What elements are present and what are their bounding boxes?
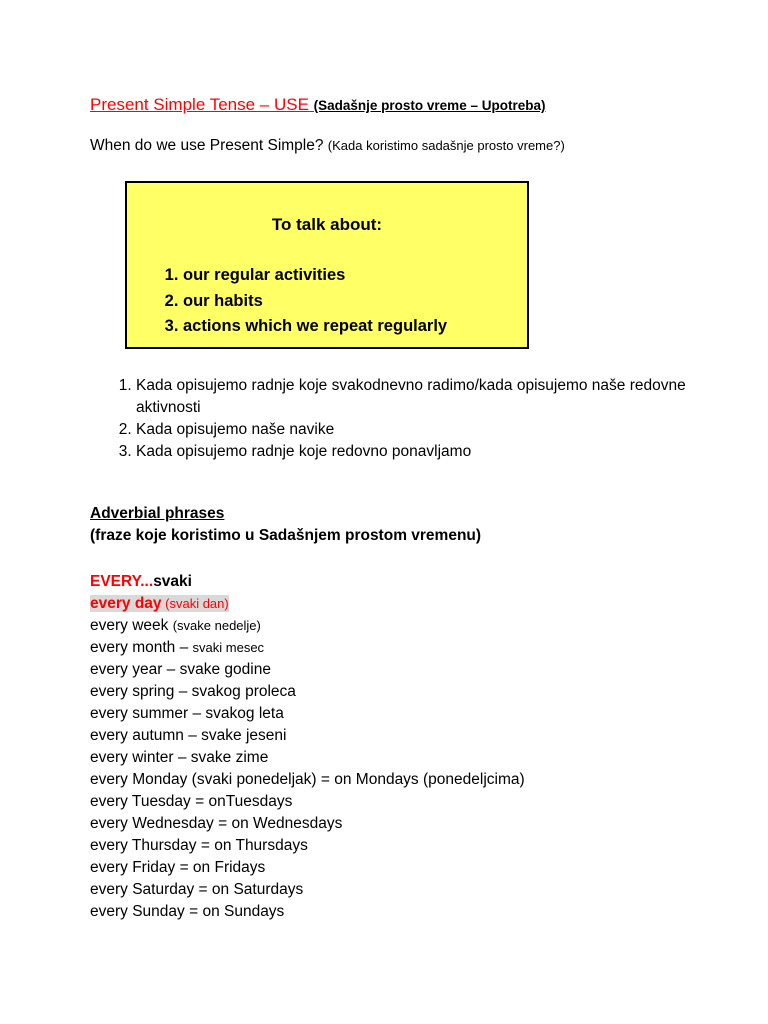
every-label-red: EVERY... [90,573,154,590]
question-text: When do we use Present Simple? [90,137,328,154]
box-list-item: 1. our regular activities [183,263,447,289]
highlight-box [125,181,529,349]
phrase-line: every winter – svake zime [90,749,269,766]
phrase-line: every summer – svakog leta [90,705,284,722]
every-month-translation: svaki mesec [192,640,265,655]
every-week-text: every week [90,617,173,634]
every-label-black: svaki [153,573,192,590]
phrase-line: every spring – svakog proleca [90,683,296,700]
every-phrases [90,571,525,923]
every-month-line [90,637,525,659]
every-week-line [90,615,525,637]
every-day-line [90,593,525,615]
box-list-item: 2. our habits [183,289,447,315]
phrase-line: every Wednesday = on Wednesdays [90,815,343,832]
adverbial-subheading: (fraze koje koristimo u Sadašnjem prostom vremenu) [90,527,482,544]
explanation-item: 1. Kada opisujemo radnje koje svakodnevno radimo/kada opisujemo naše redovne aktivnosti [136,375,696,419]
every-month-text: every month – [90,639,193,656]
title-translation: (Sadašnje prosto vreme – Upotreba) [313,98,546,113]
explanation-item: 3. Kada opisujemo radnje koje redovno ponavljamo [136,441,696,463]
question-line [90,137,565,155]
phrase-line: every Tuesday = onTuesdays [90,793,293,810]
phrase-line: every Monday (svaki ponedeljak) = on Mondays (ponedeljcima) [90,771,525,788]
title-main: Present Simple Tense – USE [90,95,314,114]
every-day-text: every day [90,595,162,612]
page-title [90,95,545,115]
phrase-line: every Thursday = on Thursdays [90,837,308,854]
explanation-item: 2. Kada opisujemo naše navike [136,419,696,441]
question-translation: (Kada koristimo sadašnje prosto vreme?) [327,138,565,153]
phrase-line: every Friday = on Fridays [90,859,266,876]
box-title: To talk about: [271,215,383,234]
every-day-translation: (svaki dan) [161,596,229,611]
box-list [161,263,447,340]
phrase-line: every Sunday = on Sundays [90,903,285,920]
adverbial-heading: Adverbial phrases [90,505,225,522]
every-week-translation: (svake nedelje) [172,618,261,633]
explanation-list [114,375,696,463]
phrase-line: every autumn – svake jeseni [90,727,287,744]
every-label [90,571,525,593]
phrase-line: every year – svake godine [90,661,271,678]
phrase-line: every Saturday = on Saturdays [90,881,304,898]
box-list-item: 3. actions which we repeat regularly [183,314,447,340]
